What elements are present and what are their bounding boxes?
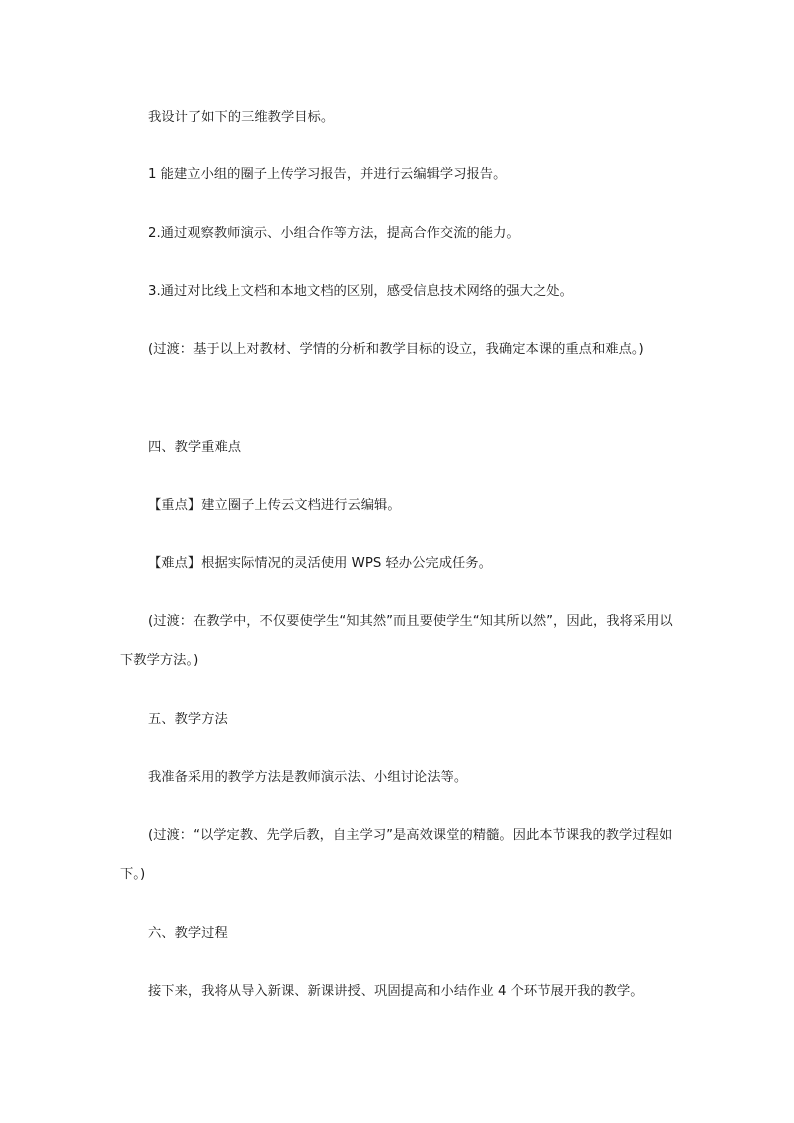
paragraph-teaching-process: 接下来，我将从导入新课、新课讲授、巩固提高和小结作业 4 个环节展开我的教学。 (148, 984, 644, 999)
paragraph-objective-3: 3.通过对比线上文档和本地文档的区别，感受信息技术网络的强大之处。 (148, 284, 573, 299)
paragraph-transition-1: (过渡：基于以上对教材、学情的分析和教学目标的设立，我确定本课的重点和难点。) (148, 342, 644, 357)
paragraph-teaching-methods: 我准备采用的教学方法是教师演示法、小组讨论法等。 (148, 770, 468, 785)
heading-teaching-methods: 五、教学方法 (148, 712, 228, 727)
paragraph-objective-2: 2.通过观察教师演示、小组合作等方法，提高合作交流的能力。 (148, 226, 520, 241)
paragraph-objective-1: 1 能建立小组的圈子上传学习报告，并进行云编辑学习报告。 (148, 167, 507, 182)
paragraph-transition-3: (过渡：“以学定教、先学后教，自主学习”是高效课堂的精髓。因此本节课我的教学过程如下。) (120, 828, 673, 882)
paragraph-difficult-point: 【难点】根据实际情况的灵活使用 WPS 轻办公完成任务。 (148, 556, 492, 571)
heading-key-points: 四、教学重难点 (148, 440, 242, 455)
paragraph-objectives-intro: 我设计了如下的三维教学目标。 (148, 110, 335, 125)
paragraph-key-point: 【重点】建立圈子上传云文档进行云编辑。 (148, 498, 401, 513)
heading-teaching-process: 六、教学过程 (148, 926, 228, 941)
paragraph-transition-2: (过渡：在教学中，不仅要使学生“知其然”而且要使学生“知其所以然”，因此，我将采用以下教学方法。) (120, 614, 673, 668)
